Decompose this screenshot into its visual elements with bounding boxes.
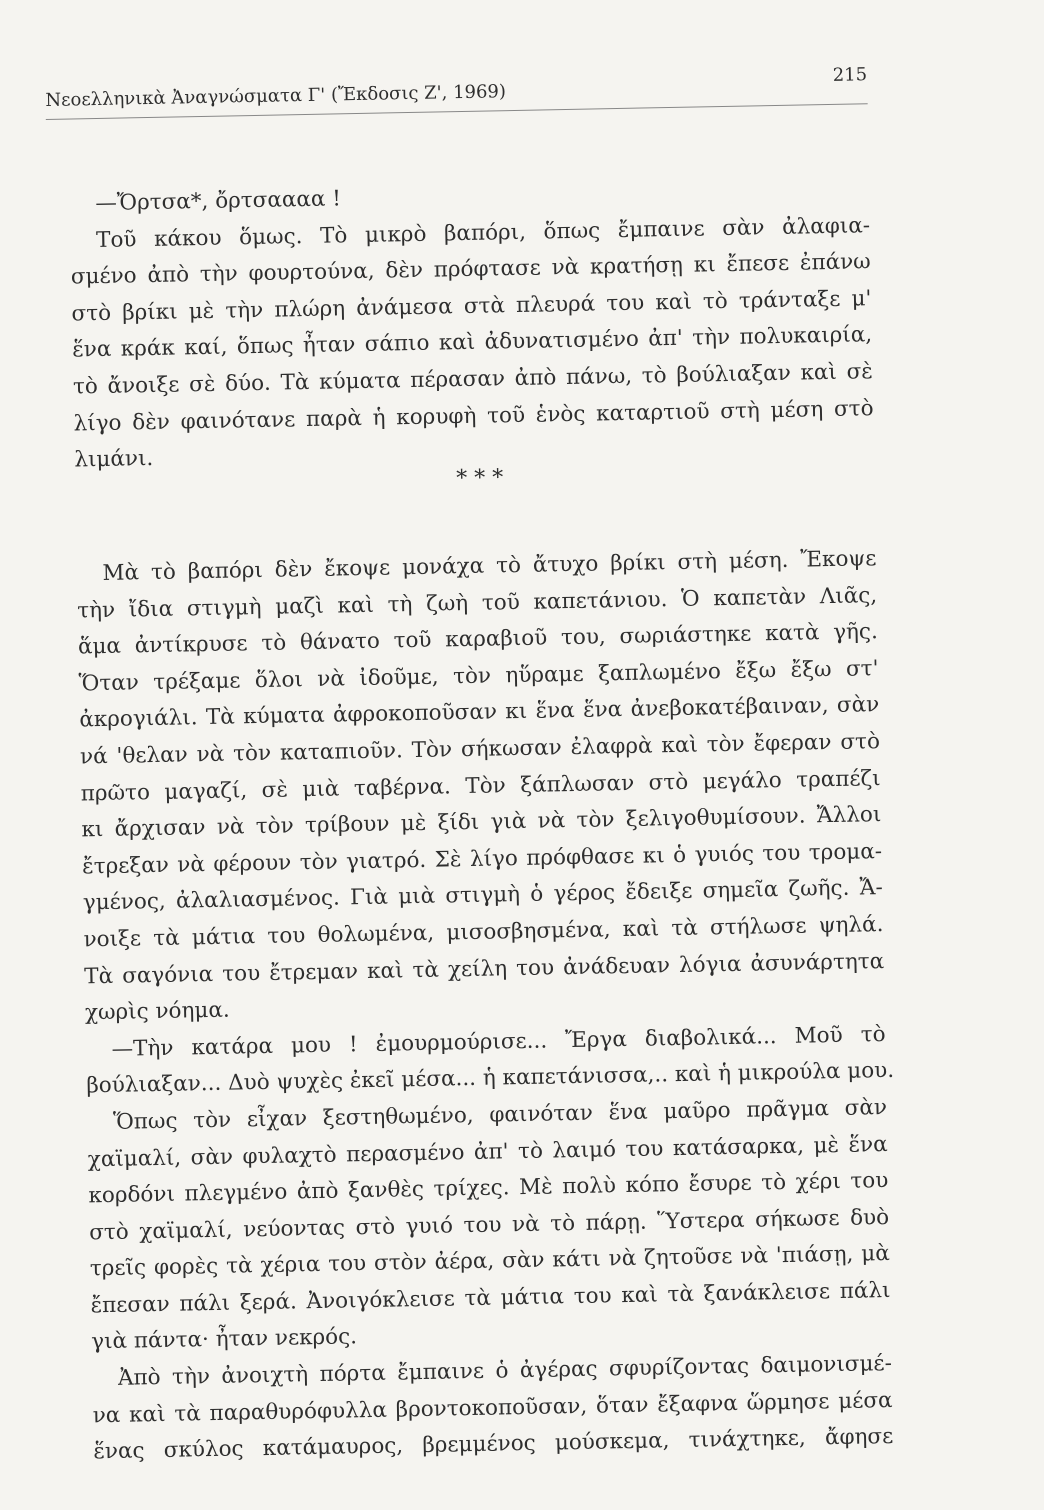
text-line: ἔτρεξαν νὰ φέρουν τὸν γιατρό. Σὲ λίγο πρόφθασε κι ὁ γυιός του τρομα- (81, 838, 883, 880)
text-line: ἀκρογιάλι. Τὰ κύματα ἀφροκοποῦσαν κι ἕνα ἕνα ἀνεβοκατέβαιναν, σὰν (79, 692, 880, 733)
text-line: —Τὴν κατάρα μου ! ἐμουρμούρισε... Ἔργα διαβολικά... Μοῦ τὸ (111, 1021, 886, 1062)
text-line: χωρὶς νόημα. (84, 997, 230, 1026)
text-line: στὸ βρίκι μὲ τὴν πλώρη ἀνάμεσα στὰ πλευρά του καὶ τὸ τράνταξε μ' (71, 285, 872, 327)
text-line: Ἀπὸ τὴν ἀνοιχτὴ πόρτα ἔμπαινε ὁ ἀγέρας σφυρίζοντας δαιμονισμέ- (117, 1351, 893, 1391)
text-line: γμένος, ἀλαλιασμένος. Γιὰ μιὰ στιγμὴ ὁ γέρος ἔδειξε σημεῖα ζωῆς. Ἄ- (82, 875, 883, 916)
text-line: τὴν ἴδια στιγμὴ μαζὶ καὶ τὴ ζωὴ τοῦ καπετάνιου. Ὁ καπετὰν Λιᾶς, (77, 582, 878, 624)
text-line: λίγο δὲν φαινότανε παρὰ ἡ κορυφὴ τοῦ ἑνὸς καταρτιοῦ στὴ μέση στὸ (73, 395, 874, 437)
text-line: Ὅταν τρέξαμε ὅλοι νὰ ἰδοῦμε, τὸν ηὕραμε ξαπλωμένο ἔξω ἔξω στ' (78, 655, 879, 697)
text-line: σμένο ἀπὸ τὴν φουρτούνα, δὲν πρόφτασε νὰ κρατήσῃ κι ἔπεσε ἐπάνω (70, 249, 871, 290)
text-line: να καὶ τὰ παραθυρόφυλλα βροντοκοποῦσαν, ὅταν ἔξαφνα ὥρμησε μέσα (92, 1387, 893, 1428)
text-line: χαϊμαλί, σὰν φυλαχτὸ περασμένο ἀπ' τὸ λαιμό του κατάσαρκα, μὲ ἕνα (87, 1131, 888, 1172)
text-line: κορδόνι πλεγμένο ἀπὸ ξανθὲς τρίχες. Μὲ πολὺ κόπο ἔσυρε τὸ χέρι του (88, 1168, 889, 1209)
text-line: ἔπεσαν πάλι ξερά. Ἀνοιγόκλεισε τὰ μάτια του καὶ τὰ ξανάκλεισε πάλι (90, 1277, 891, 1319)
text-line: νά 'θελαν νὰ τὸν καταπιοῦν. Τὸν σήκωσαν ἐλαφρὰ καὶ τὸν ἔφεραν στὸ (79, 729, 881, 770)
running-title: Νεοελληνικὰ Ἀναγνώσματα Γ' (Ἔκδοσις Ζ', 1969) (45, 81, 507, 111)
text-line: Μὰ τὸ βαπόρι δὲν ἔκοψε μονάχα τὸ ἄτυχο βρίκι στὴ μέση. Ἔκοψε (102, 546, 877, 586)
text-line: τρεῖς φορὲς τὰ χέρια του στὸν ἀέρα, σὰν κάτι νὰ ζητοῦσε νὰ 'πιάσῃ, μὰ (89, 1241, 890, 1282)
text-line: ἅμα ἀντίκρυσε τὸ θάνατο τοῦ καραβιοῦ του, σωριάστηκε κατὰ γῆς. (77, 619, 879, 660)
text-line: τὸ ἄνοιξε σὲ δύο. Τὰ κύματα πέρασαν ἀπὸ πάνω, τὸ βούλιαξαν καὶ σὲ (72, 359, 874, 400)
text-line: ἕνα κράκ καί, ὅπως ἦταν σάπιο καὶ ἀδυνατισμένο ἀπ' τὴν πολυκαιρία, (72, 322, 873, 363)
text-line: Ὅπως τὸν εἶχαν ξεστηθωμένο, φαινόταν ἕνα μαῦρο πρᾶγμα σὰν (112, 1094, 888, 1135)
page-number: 215 (832, 64, 868, 86)
text-line: Τοῦ κάκου ὅμως. Τὸ μικρὸ βαπόρι, ὅπως ἔμπαινε σὰν ἀλαφια- (95, 212, 871, 253)
text-line: πρῶτο μαγαζί, σὲ μιὰ ταβέρνα. Τὸν ξάπλωσαν στὸ μεγάλο τραπέζι (80, 765, 881, 807)
text-line: γιὰ πάντα· ἦταν νεκρός. (91, 1324, 358, 1355)
text-line: βούλιαξαν... Δυὸ ψυχὲς ἐκεῖ μέσα... ἡ καπετάνισσα,.. καὶ ἡ μικρούλα μου. (86, 1058, 895, 1099)
text-line: λιμάνι. (74, 446, 154, 473)
text-line: νοιξε τὰ μάτια του θολωμένα, μισοσβησμένα, καὶ τὰ στήλωσε ψηλά. (83, 911, 884, 953)
section-asterism: * * * (456, 465, 504, 492)
paragraph-block-2 (76, 541, 893, 1471)
text-line: Τὰ σαγόνια του ἔτρεμαν καὶ τὰ χείλη του ἀνάδευαν λόγια ἀσυνάρτητα (84, 948, 885, 989)
paragraph-block-1 (69, 171, 874, 479)
text-line: —Ὄρτσα*, ὄρτσαααα ! (95, 186, 342, 217)
text-line: κι ἄρχισαν νὰ τὸν τρίβουν μὲ ξίδι γιὰ νὰ τὸν ξελιγοθυμίσουν. Ἄλλοι (81, 802, 882, 843)
text-line: ἕνας σκύλος κατάμαυρος, βρεμμένος μούσκεμα, τινάχτηκε, ἄφησε (93, 1424, 894, 1465)
running-header (45, 64, 868, 120)
text-line: στὸ χαϊμαλί, νεύοντας στὸ γυιό του νὰ τὸ πάρῃ. Ὕστερα σήκωσε δυὸ (88, 1204, 890, 1246)
